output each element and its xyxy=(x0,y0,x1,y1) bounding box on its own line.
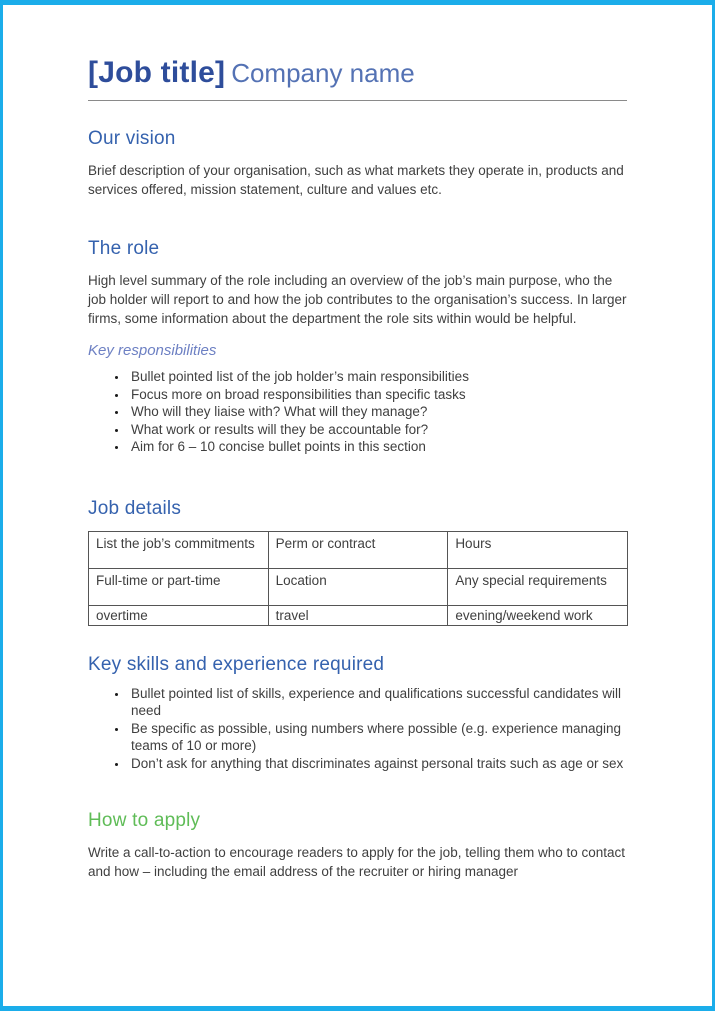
document-content xyxy=(3,5,712,881)
list-item: • Don’t ask for anything that discriminates against personal traits such as age or sex xyxy=(128,755,627,773)
how-to-apply-heading: How to apply xyxy=(88,810,201,831)
list-item: • Focus more on broad responsibilities than specific tasks xyxy=(128,386,627,404)
our-vision-body: Brief description of your organisation, such as what markets they operate in, products and services offered, mission statement, culture and values etc. xyxy=(88,163,624,197)
job-details-heading: Job details xyxy=(88,497,182,519)
section-our-vision xyxy=(88,128,627,199)
table-cell: Any special requirements xyxy=(448,568,628,605)
our-vision-heading: Our vision xyxy=(88,128,176,149)
list-item: • Bullet pointed list of the job holder’s main responsibilities xyxy=(128,368,627,386)
document-header xyxy=(88,55,627,96)
table-row xyxy=(89,568,628,605)
company-name: Company name xyxy=(231,58,415,88)
table-cell: Full-time or part-time xyxy=(89,568,269,605)
table-cell: overtime xyxy=(89,605,269,625)
table-cell: Perm or contract xyxy=(268,531,448,568)
the-role-heading: The role xyxy=(88,238,160,259)
how-to-apply-body: Write a call-to-action to encourage readers to apply for the job, telling them who to contact and how – including the email address of the recruiter or hiring manager xyxy=(88,845,626,879)
table-cell: Hours xyxy=(448,531,628,568)
the-role-body: High level summary of the role including an overview of the job’s main purpose, who the job holder will report to and how the job contributes to the organisation’s success. In larger firms, some information about the department the role sits within would be helpful. xyxy=(88,273,627,326)
section-how-to-apply xyxy=(88,810,627,881)
section-job-details xyxy=(88,498,627,626)
table-cell: List the job’s commitments xyxy=(89,531,269,568)
job-details-table xyxy=(88,531,628,626)
table-cell: evening/weekend work xyxy=(448,605,628,625)
header-divider xyxy=(88,100,627,101)
list-item: • What work or results will they be accountable for? xyxy=(128,421,627,439)
list-item: • Who will they liaise with? What will they manage? xyxy=(128,403,627,421)
table-cell: Location xyxy=(268,568,448,605)
list-item: • Be specific as possible, using numbers where possible (e.g. experience managing teams of 10 or more) xyxy=(128,720,627,755)
responsibilities-list xyxy=(88,368,627,456)
key-responsibilities-subheading: Key responsibilities xyxy=(88,342,217,359)
list-item: • Bullet pointed list of skills, experience and qualifications successful candidates will need xyxy=(128,685,627,720)
list-item: • Aim for 6 – 10 concise bullet points in this section xyxy=(128,438,627,456)
section-the-role xyxy=(88,238,627,456)
table-row xyxy=(89,531,628,568)
key-skills-heading: Key skills and experience required xyxy=(88,653,385,675)
section-key-skills xyxy=(88,654,627,773)
skills-list xyxy=(88,685,627,773)
table-cell: travel xyxy=(268,605,448,625)
job-title: [Job title] xyxy=(88,56,226,89)
table-row xyxy=(89,605,628,625)
